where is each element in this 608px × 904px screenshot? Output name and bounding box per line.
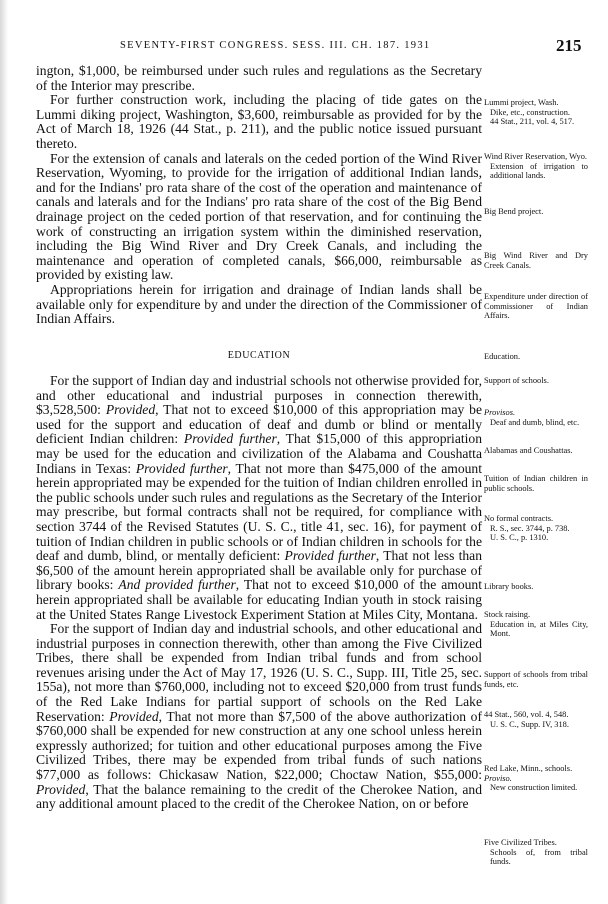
margin-note: Wind River Reservation, Wyo. Extension of irrigation to additional lands. <box>484 152 588 181</box>
margin-note: Alabamas and Coushattas. <box>484 446 573 455</box>
paragraph <box>36 374 482 622</box>
paragraph: For the extension of canals and laterals on the ceded portion of the Wind River Reservation, Wyoming, to provide for the irrigation of additional Indian lands, and for the Indians' pro rata share of the cost of the operation and maintenance of canals and laterals and for the Indians' pro rata share of the cost of the Big Bend drainage project on the ceded portion of that reservation, and for continuing the work of constructing an irrigation system within the diminished reservation, including the Big Wind River and Dry Creek Canals, and including the maintenance and operation of completed canals, $66,000, reimbursable as provided by existing law. <box>36 150 482 283</box>
margin-note: Education. <box>484 352 521 361</box>
margin-note: Big Wind River and Dry Creek Canals. <box>484 251 588 270</box>
paragraph: For further construction work, including the placing of tide gates on the Lummi diking project, Washington, $3,600, reimbursable as provided for by the Act of March 18, 1926 (44 Stat., p. 211), and the public notice issued pursuant thereto. <box>36 92 482 151</box>
proviso-word: Provided <box>105 402 156 418</box>
proviso-word: Provided further <box>183 431 277 447</box>
paragraph: Appropriations herein for irrigation and drainage of Indian lands shall be available only for expenditure by and under the direction of the Commissioner of Indian Affairs. <box>36 281 482 327</box>
proviso-word: Provided <box>36 781 86 797</box>
margin-note: Library books. <box>484 582 534 591</box>
running-title: SEVENTY-FIRST CONGRESS. SESS. III. CH. 187. 1931 <box>120 40 431 51</box>
margin-note: Red Lake, Minn., schools. Proviso. New construction limited. <box>484 764 578 793</box>
paragraph <box>36 622 482 812</box>
margin-note: Stock raising. Education in, at Miles City, Mont. <box>484 610 588 639</box>
margin-note: Five Civilized Tribes. Schools of, from tribal funds. <box>484 838 588 867</box>
proviso-word: Provided further <box>284 548 376 564</box>
section-heading: EDUCATION <box>227 350 291 361</box>
text-run: , That not to exceed $10,000 of the amount herein appropriated shall be available for educating Indian youth in stock raising at the United States Range Livestock Experiment Station at Miles City, Montana. <box>36 577 482 622</box>
margin-note: Tuition of Indian children in public schools. <box>484 474 588 493</box>
margin-note: Expenditure under direction of Commissioner of Indian Affairs. <box>484 292 588 321</box>
paragraph: ington, $1,000, be reimbursed under such rules and regulations as the Secretary of the Interior may prescribe. <box>36 63 482 93</box>
margin-note: No formal contracts. R. S., sec. 3744, p. 738. U. S. C., p. 1310. <box>484 514 570 543</box>
text-run: , That not to exceed $10,000 of this appropriation may be used for the support and education of deaf and dumb or blind or mentally deficient Indian children: <box>36 402 482 447</box>
margin-note: Lummi project, Wash. Dike, etc., construction. 44 Stat., 211, vol. 4, 517. <box>484 98 575 127</box>
text-run: For the support of Indian day and industrial schools, and other educational and industrial purposes in connection therewith, other than among the Five Civilized Tribes, there shall be expended from Indian tribal funds and from school revenues arising under the Act of May 17, 1926 (U. S. C., Supp. III, Title 25, sec. 155a), not more than $760,000, including not to exceed $20,000 from trust funds of the Red Lake Indians for partial support of schools on the Red Lake Reservation: <box>36 621 482 724</box>
margin-note: Support of schools from tribal funds, etc. <box>484 670 588 689</box>
text-run: , That not less than $6,500 of the amount herein appropriated shall be available only for purchase of library books: <box>36 548 483 593</box>
margin-note: Provisos. Deaf and dumb, blind, etc. <box>484 408 580 427</box>
proviso-word: And provided further <box>118 577 236 593</box>
proviso-word: Provided further <box>135 460 228 476</box>
margin-note: 44 Stat., 560, vol. 4, 548. U. S. C., Supp. IV, 318. <box>484 710 569 729</box>
page-number: 215 <box>556 36 582 55</box>
page-edge-shadow <box>0 0 8 904</box>
proviso-word: Provided <box>109 708 159 724</box>
running-header <box>0 36 608 60</box>
text-run: , That not more than $475,000 of the amount herein appropriated may be expended for the tuition of Indian children enrolled in the public schools under such rules and regulations as the Secretary of the Interior may prescribe, but formal contracts shall not be required, for compliance with section 3744 of the Revised Statutes (U. S. C., title 41, sec. 16), for payment of tuition of Indian children in public schools or of Indian children in schools for the deaf and dumb, blind, or mentally deficient: <box>36 460 483 564</box>
text-run: , That not more than $7,500 of the above authorization of $760,000 shall be expended for new construction at any one school unless herein expressly authorized; for tuition and other educational purposes among the Five Civilized Tribes, there may be expended from tribal funds of such nations $77,000 as follows: Chickasaw Nation, $22,000; Choctaw Nation, $55,000: <box>36 708 482 783</box>
text-run: , That $15,000 of this appropriation may be used for the education and civilization of the Alabama and Coushatta Indians in Texas: <box>36 431 483 476</box>
margin-note: Support of schools. <box>484 376 549 385</box>
margin-note: Big Bend project. <box>484 207 544 216</box>
text-run: , That the balance remaining to the credit of the Cherokee Nation, and any additional amount placed to the credit of the Cherokee Nation, on or before <box>36 781 482 812</box>
education-text-block <box>36 374 482 812</box>
text-run: For the support of Indian day and industrial schools not otherwise provided for, and other educational and industrial purposes in connection therewith, $3,528,500: <box>36 373 482 418</box>
irrigation-text-block <box>36 64 482 327</box>
